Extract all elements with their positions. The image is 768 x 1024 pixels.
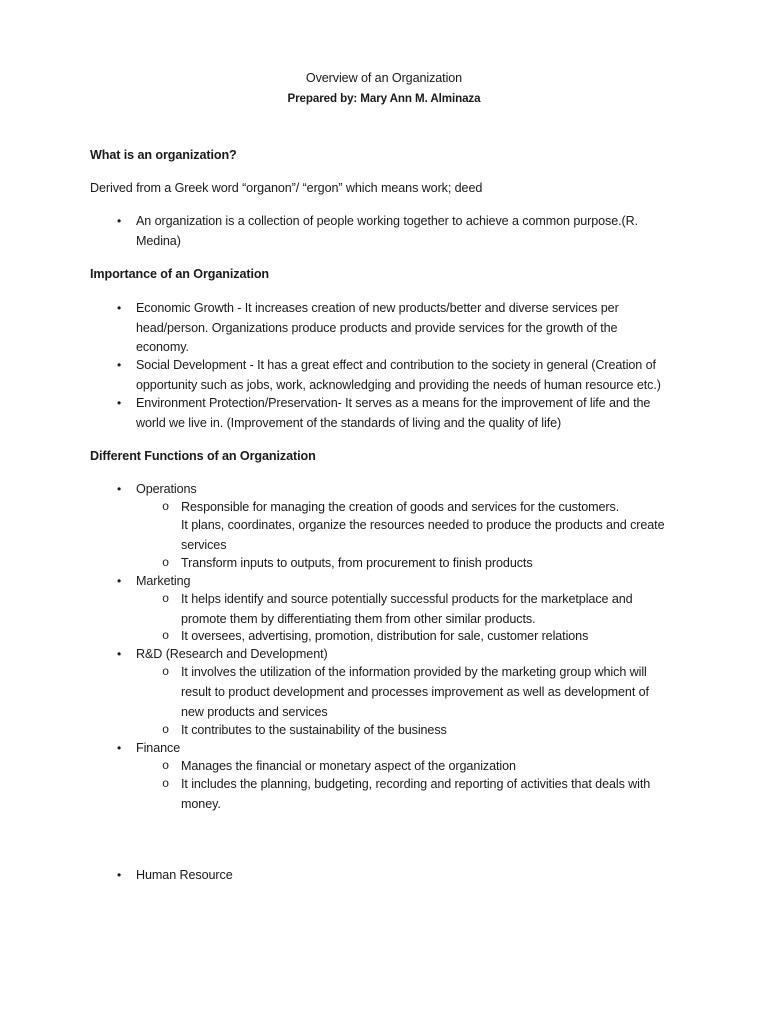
sub-bullet-icon: o [162, 777, 170, 791]
section-heading-what-is: What is an organization? [90, 148, 237, 162]
section-heading-functions: Different Functions of an Organization [90, 449, 316, 463]
document-author: Prepared by: Mary Ann M. Alminaza [287, 92, 481, 105]
section-heading-importance: Importance of an Organization [90, 267, 270, 281]
sub-bullet-icon: o [162, 500, 170, 514]
bullet-icon: • [117, 214, 122, 228]
finance-detail-line: Manages the financial or monetary aspect of the organization [181, 759, 516, 773]
sub-bullet-icon: o [162, 592, 170, 606]
function-human-resource: Human Resource [136, 868, 233, 882]
operations-detail-line: It plans, coordinates, organize the resources needed to produce the products and create [181, 518, 665, 532]
sub-bullet-icon: o [162, 556, 170, 570]
operations-detail-line: services [181, 538, 227, 552]
importance-social-line: opportunity such as jobs, work, acknowledging and providing the needs of human resource etc.) [136, 378, 661, 392]
function-marketing: Marketing [136, 574, 191, 588]
operations-detail-line: Transform inputs to outputs, from procurement to finish products [181, 556, 533, 570]
definition-line: Medina) [136, 234, 181, 248]
sub-bullet-icon: o [162, 759, 170, 773]
bullet-icon: • [117, 868, 122, 882]
bullet-icon: • [117, 741, 122, 755]
marketing-detail-line: promote them by differentiating them from other similar products. [181, 612, 536, 626]
function-operations: Operations [136, 482, 197, 496]
finance-detail-line: It includes the planning, budgeting, recording and reporting of activities that deals with [181, 777, 651, 791]
function-rnd: R&D (Research and Development) [136, 647, 328, 661]
rnd-detail-line: It contributes to the sustainability of the business [181, 723, 447, 737]
bullet-icon: • [117, 647, 122, 661]
importance-economic-line: head/person. Organizations produce products and provide services for the growth of the [136, 321, 618, 335]
importance-social-line: Social Development - It has a great effect and contribution to the society in general (Creation of [136, 358, 656, 372]
bullet-icon: • [117, 574, 122, 588]
importance-environment-line: Environment Protection/Preservation- It serves as a means for the improvement of life and the [136, 396, 651, 410]
definition-line: An organization is a collection of people working together to achieve a common purpose.(R. [136, 214, 639, 228]
rnd-detail-line: It involves the utilization of the information provided by the marketing group which will [181, 665, 647, 679]
document-title: Overview of an Organization [305, 71, 463, 85]
paragraph-derived: Derived from a Greek word “organon”/ “ergon” which means work; deed [90, 181, 483, 195]
bullet-icon: • [117, 301, 122, 315]
function-finance: Finance [136, 741, 181, 755]
operations-detail-line: Responsible for managing the creation of goods and services for the customers. [181, 500, 620, 514]
sub-bullet-icon: o [162, 665, 170, 679]
marketing-detail-line: It helps identify and source potentially successful products for the marketplace and [181, 592, 633, 606]
importance-economic-line: economy. [136, 340, 189, 354]
sub-bullet-icon: o [162, 629, 170, 643]
rnd-detail-line: result to product development and processes improvement as well as development of [181, 685, 649, 699]
finance-detail-line: money. [181, 797, 221, 811]
importance-environment-line: world we live in. (Improvement of the standards of living and the quality of life) [136, 416, 562, 430]
importance-economic-line: Economic Growth - It increases creation of new products/better and diverse services per [136, 301, 619, 315]
rnd-detail-line: new products and services [181, 705, 328, 719]
marketing-detail-line: It oversees, advertising, promotion, distribution for sale, customer relations [181, 629, 589, 643]
bullet-icon: • [117, 396, 122, 410]
bullet-icon: • [117, 482, 122, 496]
bullet-icon: • [117, 358, 122, 372]
sub-bullet-icon: o [162, 723, 170, 737]
